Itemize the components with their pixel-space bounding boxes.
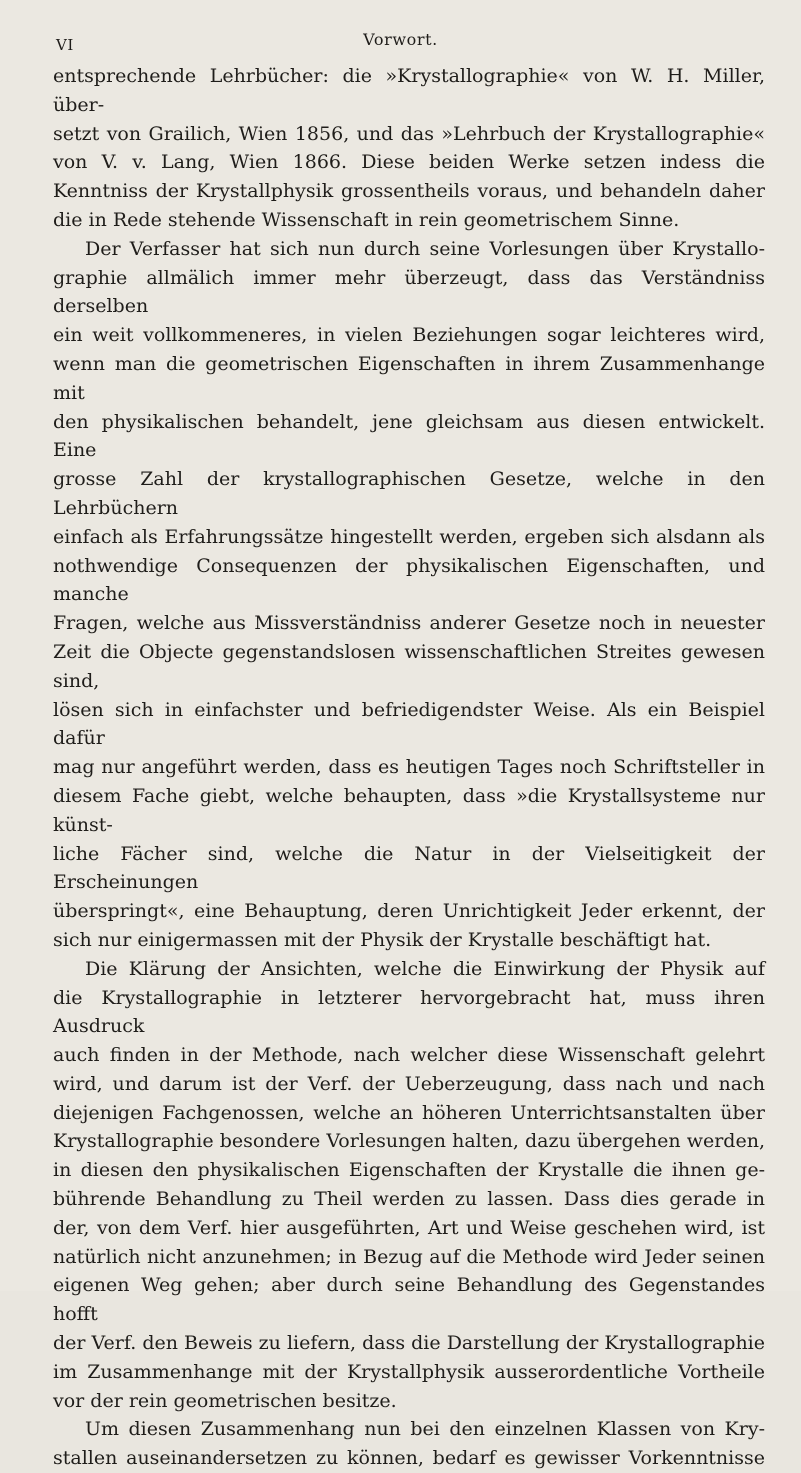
text-line: den physikalischen behandelt, jene gleichsam aus diesen entwickelt. Eine (53, 410, 765, 462)
text-line: lösen sich in einfachster und befriedigendster Weise. Als ein Beispiel dafür (53, 698, 765, 750)
text-line: Der Verfasser hat sich nun durch seine Vorlesungen über Krystallo- (85, 237, 765, 260)
text-line: setzt von Grailich, Wien 1856, und das »Lehrbuch der Krystallographie« (53, 122, 765, 145)
text-line: der Verf. den Beweis zu liefern, dass die Darstellung der Krystallographie (53, 1332, 765, 1355)
text-line: diejenigen Fachgenossen, welche an höheren Unterrichtsanstalten über (53, 1101, 765, 1124)
text-line: Kenntniss der Krystallphysik grossentheils voraus, und behandeln daher (53, 180, 765, 203)
text-line: in diesen den physikalischen Eigenschaften der Krystalle die ihnen ge- (53, 1159, 765, 1182)
text-line: graphie allmälich immer mehr überzeugt, dass das Verständniss derselben (53, 266, 765, 318)
text-line: Um diesen Zusammenhang nun bei den einzelnen Klassen von Kry- (85, 1418, 765, 1441)
text-line: diesem Fache giebt, welche behaupten, dass »die Krystallsysteme nur künst- (53, 784, 765, 836)
text-line: von V. v. Lang, Wien 1866. Diese beiden Werke setzen indess die (53, 151, 765, 174)
paragraph-2 (53, 235, 765, 955)
text-line: überspringt«, eine Behauptung, deren Unrichtigkeit Jeder erkennt, der (53, 900, 765, 923)
text-line: natürlich nicht anzunehmen; in Bezug auf die Methode wird Jeder seinen (53, 1245, 765, 1268)
text-line: wird, und darum ist der Verf. der Ueberzeugung, dass nach und nach (53, 1072, 765, 1095)
text-line: die Krystallographie in letzterer hervorgebracht hat, muss ihren Ausdruck (53, 986, 765, 1038)
text-line: die in Rede stehende Wissenschaft in rein geometrischem Sinne. (53, 208, 680, 231)
paragraph-3 (53, 955, 765, 1416)
text-line: stallen auseinandersetzen zu können, bedarf es gewisser Vorkenntnisse (53, 1447, 765, 1470)
text-line: eigenen Weg gehen; aber durch seine Behandlung des Gegenstandes hofft (53, 1274, 765, 1326)
body-text (53, 62, 765, 1473)
paragraph-1 (53, 62, 765, 235)
text-line: sich nur einigermassen mit der Physik der Krystalle beschäftigt hat. (53, 928, 712, 951)
text-line: Krystallographie besondere Vorlesungen halten, dazu übergehen werden, (53, 1130, 765, 1153)
text-line: auch finden in der Methode, nach welcher diese Wissenschaft gelehrt (53, 1044, 765, 1067)
text-line: wenn man die geometrischen Eigenschaften in ihrem Zusammenhange mit (53, 352, 765, 404)
text-line: Zeit die Objecte gegenstandslosen wissenschaftlichen Streites gewesen sind, (53, 640, 765, 692)
paragraph-4 (53, 1415, 765, 1473)
text-line: entsprechende Lehrbücher: die »Krystallographie« von W. H. Miller, über- (53, 65, 765, 116)
text-line: im Zusammenhange mit der Krystallphysik ausserordentliche Vortheile (53, 1360, 765, 1383)
text-line: liche Fächer sind, welche die Natur in der Vielseitigkeit der Erscheinungen (53, 842, 765, 894)
text-line: Die Klärung der Ansichten, welche die Einwirkung der Physik auf (85, 957, 765, 980)
text-line: nothwendige Consequenzen der physikalischen Eigenschaften, und manche (53, 554, 765, 606)
text-line: einfach als Erfahrungssätze hingestellt werden, ergeben sich alsdann als (53, 525, 765, 548)
text-line: grosse Zahl der krystallographischen Gesetze, welche in den Lehrbüchern (53, 468, 765, 519)
text-line: vor der rein geometrischen besitze. (53, 1389, 397, 1412)
text-line: mag nur angeführt werden, dass es heutigen Tages noch Schriftsteller in (53, 756, 765, 779)
page-number: VI (56, 36, 74, 54)
text-line: Fragen, welche aus Missverständniss anderer Gesetze noch in neuester (53, 612, 765, 635)
text-line: ein weit vollkommeneres, in vielen Beziehungen sogar leichteres wird, (53, 324, 765, 347)
running-head: Vorwort. (363, 30, 438, 49)
text-line: der, von dem Verf. hier ausgeführten, Art und Weise geschehen wird, ist (53, 1216, 765, 1239)
text-line: bührende Behandlung zu Theil werden zu lassen. Dass dies gerade in (53, 1188, 765, 1211)
